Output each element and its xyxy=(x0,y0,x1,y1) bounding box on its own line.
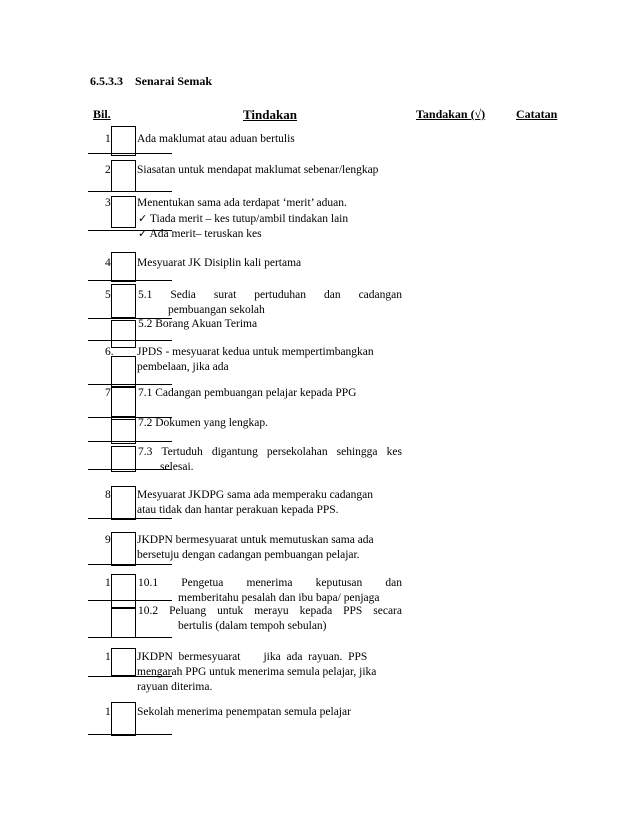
bullet-no-merit: ✓ Tiada merit – kes tutup/ambil tindakan lain xyxy=(138,212,349,225)
check-icon: ✓ xyxy=(138,227,148,240)
checkbox-item-7-2[interactable] xyxy=(111,416,136,444)
checkbox-item-5-1[interactable] xyxy=(111,284,136,318)
row-divider xyxy=(88,280,172,281)
item-text: JKDPN bermesyuarat untuk memutuskan sama ada xyxy=(137,534,374,546)
checkbox-item-7-1[interactable] xyxy=(111,386,136,420)
checkbox-item-11[interactable] xyxy=(111,648,136,676)
subitem-5-1: 5.1 Sedia surat pertuduhan dan cadangan xyxy=(138,289,402,301)
row-divider xyxy=(88,191,172,192)
row-divider xyxy=(88,564,172,565)
item-text: JPDS - mesyuarat kedua untuk mempertimbangkan xyxy=(137,346,374,358)
section-number: 6.5.3.3 xyxy=(90,74,123,88)
checkbox-item-8[interactable] xyxy=(111,486,136,520)
item-text: rayuan diterima. xyxy=(137,681,213,693)
item-text: bersetuju dengan cadangan pembuangan pelajar. xyxy=(137,549,360,561)
subitem-10-2: 10.2 Peluang untuk merayu kepada PPS secara xyxy=(138,605,402,617)
row-divider xyxy=(88,676,172,677)
row-divider xyxy=(88,518,172,519)
row-divider xyxy=(88,340,172,341)
section-title xyxy=(90,74,212,89)
row-divider xyxy=(88,637,172,638)
row-divider xyxy=(88,441,172,442)
item-text: Mesyuarat JKDPG sama ada memperaku cadangan xyxy=(137,489,373,501)
row-divider xyxy=(88,734,172,735)
header-tandakan: Tandakan (√) xyxy=(416,107,486,121)
item-number: 9 xyxy=(105,534,111,546)
subitem-7-3-cont: selesai. xyxy=(160,461,194,473)
checkbox-item-5-2[interactable] xyxy=(111,320,136,348)
item-number: 1 xyxy=(105,651,111,663)
item-number: 3 xyxy=(105,197,111,209)
subitem-7-3: 7.3 Tertuduh digantung persekolahan sehingga kes xyxy=(138,446,402,458)
item-text: pembelaan, jika ada xyxy=(137,361,229,373)
item-text: mengarah PPG untuk menerima semula pelajar, jika xyxy=(137,666,377,678)
item-text: Menentukan sama ada terdapat ‘merit’ aduan. xyxy=(137,197,347,209)
item-text: Sekolah menerima penempatan semula pelajar xyxy=(137,706,351,718)
item-text: atau tidak dan hantar perakuan kepada PPS. xyxy=(137,504,339,516)
item-text: JKDPN bermesyuarat jika ada rayuan. PPS xyxy=(137,651,368,663)
row-divider xyxy=(88,230,172,231)
item-text: Mesyuarat JK Disiplin kali pertama xyxy=(137,257,302,269)
checkbox-item-10-2[interactable] xyxy=(111,608,136,638)
item-number: 2 xyxy=(105,164,111,176)
bullet-merit: ✓ Ada merit– teruskan kes xyxy=(138,227,262,240)
header-tindakan: Tindakan xyxy=(243,107,297,122)
item-number: 4 xyxy=(105,257,111,269)
row-divider xyxy=(88,153,172,154)
item-number: 5 xyxy=(105,289,111,301)
item-text: Ada maklumat atau aduan bertulis xyxy=(137,133,295,145)
checkbox-item-9[interactable] xyxy=(111,532,136,566)
row-divider xyxy=(88,469,172,470)
item-number: 6. xyxy=(105,346,114,358)
subitem-10-1: 10.1 Pengetua menerima keputusan dan xyxy=(138,577,402,589)
item-number: 7 xyxy=(105,387,111,399)
checkbox-item-4[interactable] xyxy=(111,252,136,282)
row-divider xyxy=(88,384,172,385)
checkbox-item-2[interactable] xyxy=(111,160,136,192)
checkbox-item-1[interactable] xyxy=(111,126,136,156)
header-bil: Bil. xyxy=(93,107,111,121)
checkbox-item-3[interactable] xyxy=(111,196,136,228)
subitem-10-1-cont: memberitahu pesalah dan ibu bapa/ penjaga xyxy=(178,592,380,604)
row-divider xyxy=(88,600,172,601)
subitem-7-2: 7.2 Dokumen yang lengkap. xyxy=(138,417,268,429)
check-icon: ✓ xyxy=(138,212,148,225)
item-number: 1 xyxy=(105,133,111,145)
item-number: 1 xyxy=(105,577,111,589)
checkbox-item-10-1[interactable] xyxy=(111,574,136,608)
item-number: 1 xyxy=(105,706,111,718)
subitem-7-1: 7.1 Cadangan pembuangan pelajar kepada PPG xyxy=(138,387,357,399)
item-number: 8 xyxy=(105,489,111,501)
item-text: Siasatan untuk mendapat maklumat sebenar/lengkap xyxy=(137,164,379,176)
subitem-10-2-cont: bertulis (dalam tempoh sebulan) xyxy=(178,620,327,632)
subitem-5-2: 5.2 Borang Akuan Terima xyxy=(138,318,258,330)
checkbox-item-12[interactable] xyxy=(111,702,136,736)
subitem-5-1-cont: pembuangan sekolah xyxy=(168,304,265,316)
header-catatan: Catatan xyxy=(516,107,558,121)
section-name: Senarai Semak xyxy=(135,74,213,88)
